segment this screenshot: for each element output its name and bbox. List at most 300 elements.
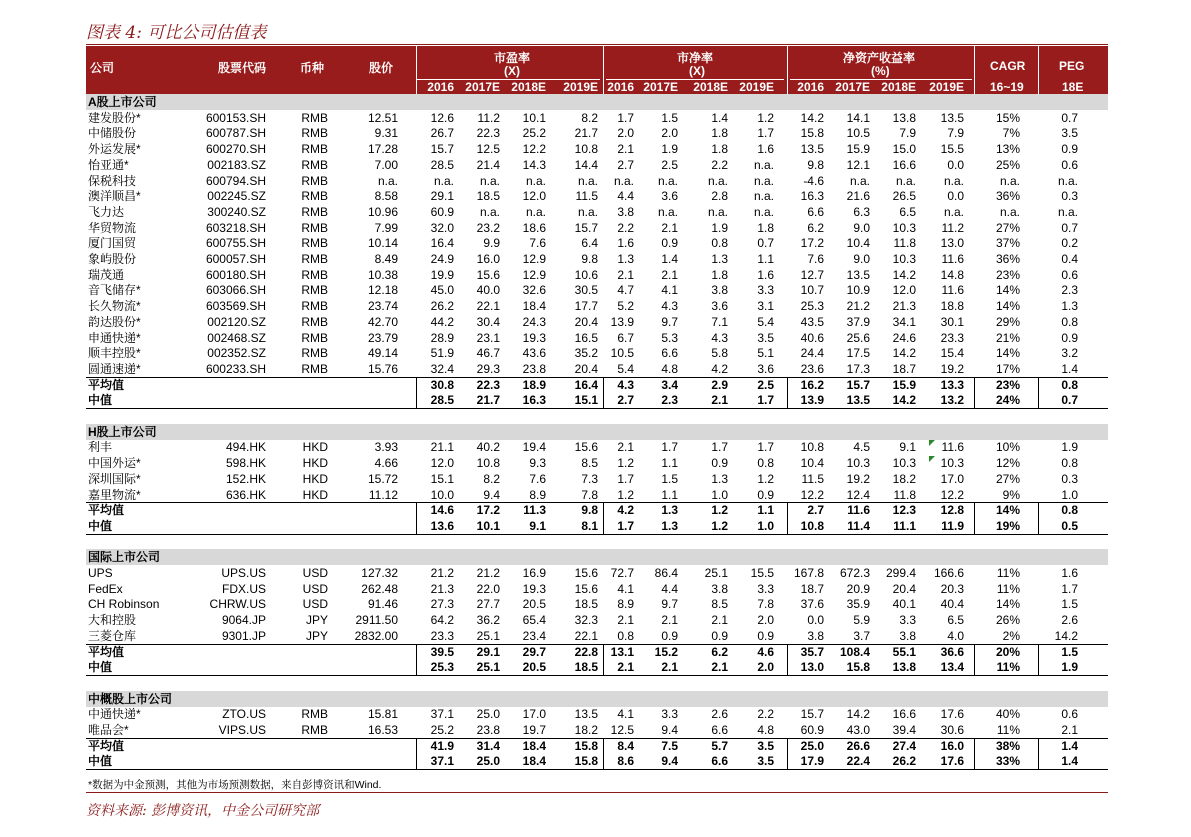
table-cell: 15.7: [430, 142, 454, 157]
summary-cell: 1.9: [1061, 660, 1078, 675]
header-divider: [416, 46, 417, 94]
table-cell: 2.0: [661, 126, 678, 141]
table-cell: 19.4: [522, 440, 546, 455]
table-cell: n.a.: [707, 173, 728, 188]
table-cell: 1.6: [757, 142, 774, 157]
summary-cell: 5.7: [711, 738, 728, 753]
table-cell: 26%: [995, 613, 1020, 628]
header-year: 2019E: [563, 80, 598, 94]
table-cell: 603066.SH: [205, 283, 266, 298]
table-cell: n.a.: [613, 173, 634, 188]
table-cell: 1.8: [711, 126, 728, 141]
table-cell: 002120.SZ: [207, 314, 266, 329]
column-divider: [1038, 502, 1039, 533]
table-cell: 166.6: [933, 566, 964, 580]
summary-cell: 31.4: [476, 738, 500, 753]
table-cell: RMB: [301, 299, 328, 314]
table-cell: 2832.00: [354, 628, 398, 643]
table-cell: 0.6: [1061, 267, 1078, 282]
table-cell: 5.1: [757, 346, 774, 361]
table-cell: 9.7: [661, 597, 678, 612]
table-cell: 3.8: [617, 204, 634, 219]
table-cell: 10.5: [846, 126, 870, 141]
table-cell: n.a.: [657, 173, 678, 188]
table-row: [86, 330, 1108, 346]
summary-cell: 14.2: [892, 393, 916, 408]
table-cell: 7.99: [374, 220, 398, 235]
column-divider: [787, 502, 788, 533]
table-cell: 15.8: [800, 126, 824, 141]
header-year: 2019E: [929, 80, 964, 94]
table-cell: RMB: [301, 707, 328, 722]
table-cell: 11.2: [941, 220, 964, 235]
table-cell: 24.9: [430, 252, 454, 266]
table-cell: 1.4: [661, 252, 678, 266]
table-cell: 3.6: [661, 189, 678, 204]
table-cell: 14.4: [574, 157, 598, 172]
column-divider: [974, 377, 975, 408]
table-cell: 21.3: [892, 299, 916, 314]
summary-cell: 10.8: [800, 518, 824, 533]
table-cell: 14.2: [1054, 628, 1078, 643]
summary-cell: 0.8: [1061, 377, 1078, 392]
company-name: 怡亚通*: [88, 157, 129, 172]
summary-cell: 4.6: [757, 644, 774, 659]
table-cell: RMB: [301, 236, 328, 251]
header-pb: 市净率: [677, 51, 714, 65]
summary-cell: 13.5: [846, 393, 870, 408]
table-cell: 14.1: [846, 110, 870, 125]
table-cell: 2.0: [617, 126, 634, 141]
table-row: [86, 220, 1108, 236]
table-cell: 2.5: [661, 157, 678, 172]
table-cell: 6.5: [947, 613, 964, 628]
table-cell: 10.3: [940, 456, 964, 471]
table-cell: 25.3: [800, 299, 824, 314]
table-cell: 21.2: [476, 566, 500, 580]
table-cell: n.a.: [577, 204, 598, 219]
company-name: 圆通速递*: [88, 361, 141, 376]
table-cell: HKD: [302, 456, 328, 471]
table-cell: 17%: [995, 361, 1020, 376]
table-cell: -4.6: [803, 173, 824, 188]
summary-cell: 1.3: [661, 518, 678, 533]
summary-cell: 15.2: [654, 644, 678, 659]
table-cell: 3.7: [853, 628, 870, 643]
table-cell: 127.32: [361, 566, 398, 580]
summary-cell: 11.9: [941, 518, 964, 533]
table-cell: 2.2: [617, 220, 634, 235]
table-cell: 14.2: [892, 346, 916, 361]
table-cell: 18.4: [522, 299, 546, 314]
table-cell: 12.6: [430, 110, 454, 125]
table-cell: 4.8: [757, 723, 774, 737]
table-cell: 5.3: [661, 330, 678, 345]
table-cell: 2.1: [1061, 723, 1078, 737]
table-cell: 4.2: [711, 361, 728, 376]
table-cell: 16.6: [892, 157, 916, 172]
summary-cell: 6.2: [711, 644, 728, 659]
table-cell: RMB: [301, 314, 328, 329]
table-cell: 4.5: [853, 440, 870, 455]
table-cell: 18.7: [800, 581, 824, 596]
summary-cell: 29.1: [476, 644, 500, 659]
table-cell: 9.4: [661, 723, 678, 737]
table-cell: 23.8: [522, 361, 546, 376]
table-cell: USD: [302, 566, 328, 580]
summary-cell: 15.9: [892, 377, 916, 392]
table-cell: 002245.SZ: [207, 189, 266, 204]
company-name: 澳洋顺昌*: [88, 189, 141, 204]
table-cell: 6.3: [853, 204, 870, 219]
table-cell: 15.9: [846, 142, 870, 157]
table-cell: 12.0: [522, 189, 546, 204]
summary-label: 中值: [88, 518, 113, 533]
table-cell: 0.8: [617, 628, 634, 643]
table-cell: 1.8: [711, 142, 728, 157]
table-cell: 35.9: [846, 597, 870, 612]
summary-cell: 13.6: [430, 518, 454, 533]
table-cell: 15.81: [367, 707, 398, 722]
table-cell: 16.53: [367, 723, 398, 737]
table-cell: 3.8: [711, 283, 728, 298]
summary-cell: 25.0: [476, 754, 500, 769]
summary-cell: 16.3: [522, 393, 546, 408]
table-row: [86, 298, 1108, 314]
company-name: 大和控股: [88, 613, 137, 628]
company-name: 利丰: [88, 440, 113, 455]
table-cell: n.a.: [479, 204, 500, 219]
summary-label: 平均值: [88, 377, 125, 392]
table-cell: 7%: [1002, 126, 1020, 141]
summary-cell: 33%: [995, 754, 1020, 769]
table-cell: 12%: [995, 456, 1020, 471]
summary-cell: 0.7: [1061, 393, 1078, 408]
table-cell: 32.4: [430, 361, 454, 376]
summary-cell: 1.1: [757, 503, 774, 518]
table-cell: 10.8: [800, 440, 824, 455]
summary-cell: 20.5: [522, 660, 546, 675]
table-cell: 17.3: [846, 361, 870, 376]
table-cell: 600180.SH: [205, 267, 266, 282]
table-cell: 13.5: [940, 110, 964, 125]
column-divider: [1038, 377, 1039, 408]
table-row: [86, 361, 1108, 377]
table-cell: 0.9: [1061, 142, 1078, 157]
table-cell: 22.1: [574, 628, 598, 643]
table-cell: 13.5: [574, 707, 598, 722]
table-cell: 1.2: [757, 110, 774, 125]
summary-cell: 16.4: [574, 377, 598, 392]
summary-cell: 1.4: [1061, 738, 1078, 753]
table-cell: 300240.SZ: [207, 204, 266, 219]
summary-cell: 1.4: [1061, 754, 1078, 769]
table-cell: 0.0: [807, 613, 824, 628]
section-title: A股上市公司: [88, 95, 157, 109]
summary-cell: 11%: [996, 660, 1020, 675]
table-cell: 23.1: [476, 330, 500, 345]
table-cell: 3.93: [374, 440, 398, 455]
table-cell: RMB: [301, 204, 328, 219]
table-cell: 9.4: [483, 487, 500, 502]
summary-label: 中值: [88, 393, 113, 408]
table-cell: 72.7: [610, 566, 634, 580]
table-cell: 12.0: [892, 283, 916, 298]
table-cell: 2.1: [617, 267, 634, 282]
header-pe: 市盈率: [494, 51, 531, 65]
header-divider: [974, 46, 975, 94]
table-cell: 18.2: [892, 471, 916, 486]
company-name: 长久物流*: [88, 299, 141, 314]
table-cell: 3.3: [899, 613, 916, 628]
summary-cell: 29.7: [522, 644, 546, 659]
table-cell: JPY: [305, 628, 328, 643]
table-cell: 16.3: [800, 189, 824, 204]
summary-cell: 8.4: [617, 738, 634, 753]
table-cell: 25.6: [846, 330, 870, 345]
table-cell: 40.4: [940, 597, 964, 612]
section-title: 中概股上市公司: [88, 691, 173, 706]
comment-marker-icon: [929, 456, 935, 462]
table-cell: 16.5: [574, 330, 598, 345]
table-cell: JPY: [305, 613, 328, 628]
table-cell: 3.8: [899, 628, 916, 643]
table-cell: USD: [302, 597, 328, 612]
table-cell: 5.9: [853, 613, 870, 628]
table-cell: 19.2: [846, 471, 870, 486]
header-divider: [787, 46, 788, 94]
summary-cell: 2.7: [807, 503, 824, 518]
table-cell: 1.7: [1061, 581, 1078, 596]
company-name: FedEx: [88, 581, 123, 596]
company-name: 三菱仓库: [88, 628, 137, 643]
summary-cell: 1.5: [1061, 644, 1078, 659]
summary-cell: 8.6: [617, 754, 634, 769]
table-cell: n.a.: [657, 204, 678, 219]
table-cell: 0.7: [757, 236, 774, 251]
table-cell: 0.9: [711, 628, 728, 643]
table-cell: 23%: [995, 267, 1020, 282]
table-cell: 600233.SH: [205, 361, 266, 376]
table-cell: RMB: [301, 157, 328, 172]
table-cell: 21.7: [574, 126, 598, 141]
table-cell: 15.6: [574, 581, 598, 596]
summary-cell: 11.1: [893, 518, 916, 533]
table-cell: 16.6: [892, 707, 916, 722]
table-cell: 1.4: [1061, 361, 1078, 376]
summary-cell: 14%: [995, 503, 1020, 518]
table-cell: 86.4: [654, 566, 678, 580]
table-cell: 32.6: [522, 283, 546, 298]
table-cell: 7.9: [947, 126, 964, 141]
table-cell: 5.8: [711, 346, 728, 361]
summary-cell: 2.5: [757, 377, 774, 392]
table-cell: 6.7: [617, 330, 634, 345]
table-row: [86, 345, 1108, 361]
table-cell: 40.0: [476, 283, 500, 298]
table-cell: CHRW.US: [209, 597, 266, 612]
header-year: 2016: [427, 80, 454, 94]
company-name: 深圳国际*: [88, 471, 141, 486]
table-cell: n.a.: [525, 173, 546, 188]
table-cell: 11%: [996, 723, 1020, 737]
table-cell: RMB: [301, 723, 328, 737]
table-cell: 20.4: [892, 581, 916, 596]
summary-cell: 1.0: [757, 518, 774, 533]
table-cell: 0.8: [757, 456, 774, 471]
table-cell: 43.0: [846, 723, 870, 737]
median-row: [86, 518, 1108, 534]
table-cell: 12.5: [610, 723, 634, 737]
table-cell: 8.58: [374, 189, 398, 204]
table-cell: 1.9: [1061, 440, 1078, 455]
company-name: 厦门国贸: [88, 236, 137, 251]
table-cell: HKD: [302, 471, 328, 486]
table-cell: 27%: [995, 471, 1020, 486]
summary-cell: 23%: [995, 377, 1020, 392]
table-row: [86, 267, 1108, 283]
table-cell: 4.1: [661, 283, 678, 298]
table-cell: 1.1: [661, 487, 678, 502]
table-cell: 1.2: [617, 456, 634, 471]
table-cell: n.a.: [943, 173, 964, 188]
summary-cell: 18.4: [522, 754, 546, 769]
table-row: [86, 251, 1108, 267]
table-cell: 36.2: [476, 613, 500, 628]
table-cell: 11.5: [801, 471, 824, 486]
company-name: UPS: [88, 566, 113, 580]
table-cell: 9.8: [581, 252, 598, 266]
table-cell: 002352.SZ: [207, 346, 266, 361]
table-row: [86, 110, 1108, 126]
table-cell: 29%: [995, 314, 1020, 329]
table-cell: 19.3: [522, 581, 546, 596]
table-cell: 30.4: [476, 314, 500, 329]
table-cell: 1.7: [757, 126, 774, 141]
table-cell: n.a.: [895, 173, 916, 188]
summary-cell: 11.4: [847, 518, 870, 533]
table-cell: n.a.: [999, 173, 1020, 188]
table-cell: 27.7: [476, 597, 500, 612]
table-cell: n.a.: [377, 173, 398, 188]
table-cell: 17.0: [940, 471, 964, 486]
table-cell: 6.4: [581, 236, 598, 251]
table-cell: 40.6: [800, 330, 824, 345]
row-divider: [86, 408, 1108, 409]
table-cell: 2.1: [617, 440, 634, 455]
table-cell: n.a.: [753, 173, 774, 188]
summary-cell: 6.6: [711, 754, 728, 769]
table-cell: 10%: [995, 440, 1020, 455]
company-name: 嘉里物流*: [88, 487, 141, 502]
table-cell: 1.5: [661, 110, 678, 125]
summary-cell: 18.9: [522, 377, 546, 392]
summary-cell: 2.9: [711, 377, 728, 392]
table-cell: 20.5: [522, 597, 546, 612]
table-cell: 60.9: [800, 723, 824, 737]
table-cell: 13.8: [892, 110, 916, 125]
header-price: 股价: [369, 61, 394, 75]
table-cell: 1.7: [757, 440, 774, 455]
table-cell: 9.3: [529, 456, 546, 471]
table-cell: 10.6: [574, 267, 598, 282]
table-cell: 30.5: [574, 283, 598, 298]
table-cell: 1.3: [1061, 299, 1078, 314]
table-cell: 9.1: [899, 440, 916, 455]
table-cell: 12.9: [522, 267, 546, 282]
table-cell: 11.8: [893, 236, 916, 251]
summary-cell: 2.3: [661, 393, 678, 408]
table-cell: 12.2: [522, 142, 546, 157]
table-cell: 600755.SH: [205, 236, 266, 251]
summary-label: 平均值: [88, 644, 125, 659]
table-cell: 16.0: [476, 252, 500, 266]
source-note: 资料来源: 彭博资讯，中金公司研究部: [86, 803, 320, 819]
section-header: [86, 94, 1108, 110]
header-year: 2017E: [465, 80, 500, 94]
table-cell: 1.6: [617, 236, 634, 251]
table-cell: 12.5: [476, 142, 500, 157]
table-cell: 4.3: [661, 299, 678, 314]
table-cell: 21.3: [430, 581, 454, 596]
table-cell: 3.5: [757, 330, 774, 345]
header-pb-unit: (X): [689, 64, 705, 78]
table-cell: 23.74: [367, 299, 398, 314]
table-cell: 11%: [996, 581, 1020, 596]
table-cell: 25.1: [704, 566, 728, 580]
table-row: [86, 125, 1108, 141]
table-cell: 1.3: [711, 252, 728, 266]
table-cell: 21.6: [846, 189, 870, 204]
company-name: 保税科技: [88, 173, 137, 188]
table-cell: 10.3: [846, 456, 870, 471]
table-cell: 0.7: [1061, 220, 1078, 235]
header-year: 2018E: [881, 80, 916, 94]
table-cell: 7.00: [374, 157, 398, 172]
table-cell: 22.1: [476, 299, 500, 314]
table-cell: 4.7: [617, 283, 634, 298]
table-cell: 14.2: [800, 110, 824, 125]
table-cell: 32.3: [574, 613, 598, 628]
table-cell: 2.3: [1061, 283, 1078, 298]
table-cell: 6.6: [807, 204, 824, 219]
column-divider: [603, 502, 604, 533]
summary-cell: 55.1: [892, 644, 916, 659]
table-cell: 23.3: [430, 628, 454, 643]
table-cell: 37.6: [800, 597, 824, 612]
summary-cell: 2.1: [661, 660, 678, 675]
table-cell: 262.48: [361, 581, 398, 596]
summary-cell: 38%: [995, 738, 1020, 753]
summary-label: 平均值: [88, 738, 125, 753]
table-cell: 1.5: [661, 471, 678, 486]
table-cell: RMB: [301, 126, 328, 141]
table-cell: 10.38: [367, 267, 398, 282]
table-cell: 2.2: [757, 707, 774, 722]
summary-label: 平均值: [88, 503, 125, 518]
table-cell: n.a.: [707, 204, 728, 219]
summary-cell: 26.2: [892, 754, 916, 769]
table-cell: n.a.: [1057, 204, 1078, 219]
summary-cell: 25.3: [430, 660, 454, 675]
summary-cell: 2.1: [711, 660, 728, 675]
table-cell: 598.HK: [225, 456, 266, 471]
summary-cell: 15.8: [574, 754, 598, 769]
title-rule: [86, 44, 1108, 45]
table-cell: 11.5: [575, 189, 598, 204]
table-cell: 7.6: [529, 471, 546, 486]
table-cell: 5.4: [617, 361, 634, 376]
